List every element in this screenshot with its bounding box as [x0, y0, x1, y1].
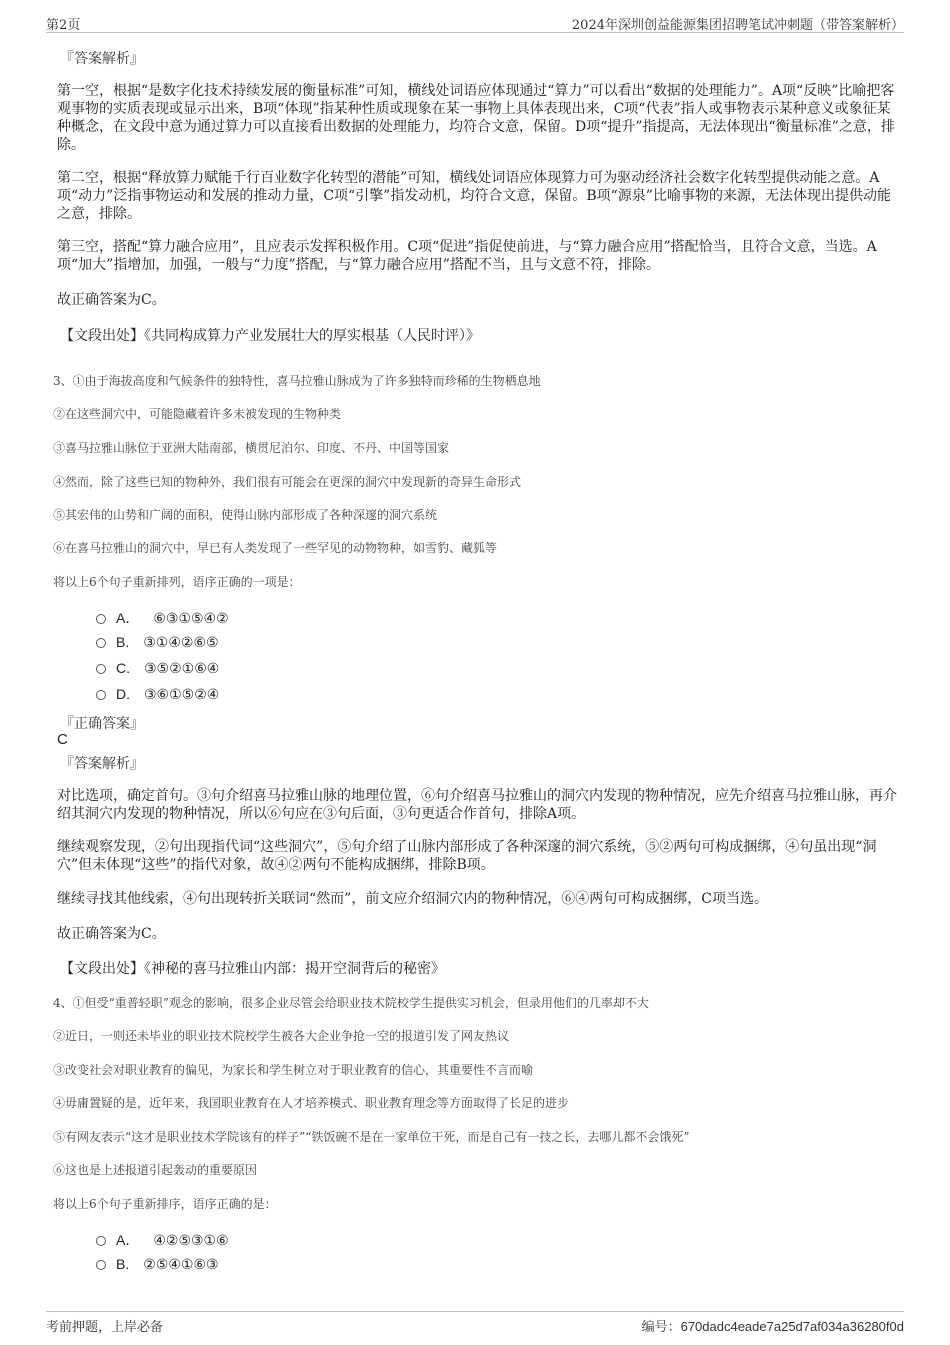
- page-footer: [46, 1311, 904, 1336]
- question-sentence: ⑥这也是上述报道引起轰动的重要原因: [53, 1163, 258, 1177]
- radio-icon[interactable]: [96, 664, 106, 674]
- analysis-paragraph: 继续观察发现，②句出现指代词“这些洞穴”，⑤句介绍了山脉内部形成了各种深邃的洞穴系统，⑤②两句可构成捆绑，④句虽出现“洞穴”但未体现“这些”的指代对象，故④②两句不能构成捆绑，排除B项。: [57, 839, 877, 873]
- code-label: 编号：: [641, 1319, 681, 1334]
- option-b[interactable]: B. ③①④②⑥⑤: [96, 634, 219, 651]
- question-sentence: ⑤其宏伟的山势和广阔的面积，使得山脉内部形成了各种深邃的洞穴系统: [53, 508, 438, 522]
- question-prompt: 将以上6个句子重新排序，语序正确的是：: [53, 1197, 277, 1211]
- question-sentence: 4、①但受“重普轻职”观念的影响，很多企业尽管会给职业技术院校学生提供实习机会，但录用他们的几率却不大: [53, 996, 649, 1010]
- correct-answer: C: [57, 731, 68, 748]
- question-sentence: ⑤有网友表示“这才是职业技术学院该有的样子”“铁饭碗不是在一家单位干死，而是自己有一技之长，去哪儿都不会饿死”: [53, 1130, 690, 1144]
- question-sentence: ③喜马拉雅山脉位于亚洲大陆南部，横贯尼泊尔、印度、不丹、中国等国家: [53, 441, 450, 455]
- document-code: [642, 1316, 904, 1335]
- question-sentence: 3、①由于海拔高度和气候条件的独特性，喜马拉雅山脉成为了许多独特而珍稀的生物栖息地: [53, 374, 541, 388]
- question-prompt: 将以上6个句子重新排列，语序正确的一项是：: [53, 575, 301, 589]
- option-a[interactable]: A． ⑥③①⑤④②: [96, 608, 229, 628]
- source-citation: 【文段出处】《神秘的喜马拉雅山内部：揭开空洞背后的秘密》: [60, 961, 445, 977]
- question-sentence: ④然而，除了这些已知的物种外，我们很有可能会在更深的洞穴中发现新的奇异生命形式: [53, 475, 522, 489]
- option-b[interactable]: B. ②⑤④①⑥③: [96, 1256, 219, 1273]
- question-sentence: ②近日，一则还未毕业的职业技术院校学生被各大企业争抢一空的报道引发了网友热议: [53, 1029, 510, 1043]
- code-value: 670dadc4eade7a25d7af034a36280f0d: [680, 1319, 904, 1334]
- analysis-paragraph: 第三空，搭配“算力融合应用”，且应表示发挥积极作用。C项“促进”指促使前进，与“算力融合应用”搭配恰当，且符合文意，当选。A项“加大”指增加，加强，一般与“力度”搭配，与“算力融合应用”搭配不当，且与文意不符，排除。: [57, 239, 877, 273]
- option-c[interactable]: C. ③⑤②①⑥④: [96, 660, 219, 677]
- radio-icon[interactable]: [96, 638, 106, 648]
- source-citation: 【文段出处】《共同构成算力产业发展壮大的厚实根基（人民时评）》: [60, 328, 480, 344]
- radio-icon[interactable]: [96, 614, 106, 624]
- analysis-label: 『答案解析』: [60, 756, 144, 772]
- question-sentence: ②在这些洞穴中，可能隐藏着许多未被发现的生物种类: [53, 407, 342, 421]
- analysis-paragraph: 第一空，根据“是数字化技术持续发展的衡量标准”可知，横线处词语应体现通过“算力”可以看出“数据的处理能力”。A项“反映”比喻把客观事物的实质表现或显示出来，B项“体现”指某种性质或现象在某一事物上具体表现出来，C项“代表”指人或事物表示某种意义或象征某种概念，在文段中意为通过算力可以直接看出数据的处理能力，均符合文意，保留。D项“提升”指提高，无法体现出“衡量标准”之意，排除。: [57, 83, 895, 153]
- footer-slogan: 考前押题，上岸必备: [46, 1320, 164, 1335]
- option-d[interactable]: D. ③⑥①⑤②④: [96, 686, 219, 703]
- question-sentence: ③改变社会对职业教育的偏见，为家长和学生树立对于职业教育的信心，其重要性不言而喻: [53, 1063, 534, 1077]
- radio-icon[interactable]: [96, 1236, 106, 1246]
- question-sentence: ④毋庸置疑的是，近年来，我国职业教育在人才培养模式、职业教育理念等方面取得了长足的进步: [53, 1096, 570, 1110]
- conclusion-text: 故正确答案为C。: [57, 292, 166, 308]
- page-header: [46, 10, 904, 33]
- correct-answer-label: 『正确答案』: [60, 716, 144, 732]
- analysis-label: 『答案解析』: [60, 51, 144, 67]
- page-number: 第2页: [46, 18, 81, 33]
- radio-icon[interactable]: [96, 690, 106, 700]
- analysis-paragraph: 继续寻找其他线索，④句出现转折关联词“然而”，前文应介绍洞穴内的物种情况，⑥④两句可构成捆绑，C项当选。: [57, 891, 769, 907]
- document-title: 2024年深圳创益能源集团招聘笔试冲刺题（带答案解析）: [571, 18, 904, 33]
- analysis-paragraph: 第二空，根据“释放算力赋能千行百业数字化转型的潜能”可知，横线处词语应体现算力可为驱动经济社会数字化转型提供动能之意。A项“动力”泛指事物运动和发展的推动力量，C项“引擎”指发动机，均符合文意，保留。B项“源泉”比喻事物的来源，无法体现出提供动能之意，排除。: [57, 170, 891, 222]
- question-sentence: ⑥在喜马拉雅山的洞穴中，早已有人类发现了一些罕见的动物物种，如雪豹、藏狐等: [53, 541, 498, 555]
- option-a[interactable]: A． ④②⑤③①⑥: [96, 1230, 229, 1250]
- analysis-paragraph: 对比选项，确定首句。③句介绍喜马拉雅山脉的地理位置，⑥句介绍喜马拉雅山的洞穴内发现的物种情况，应先介绍喜马拉雅山脉，再介绍其洞穴内发现的物种情况，所以⑥句应在③句后面，③句更适合作首句，排除A项。: [57, 788, 897, 822]
- radio-icon[interactable]: [96, 1260, 106, 1270]
- conclusion-text: 故正确答案为C。: [57, 926, 166, 942]
